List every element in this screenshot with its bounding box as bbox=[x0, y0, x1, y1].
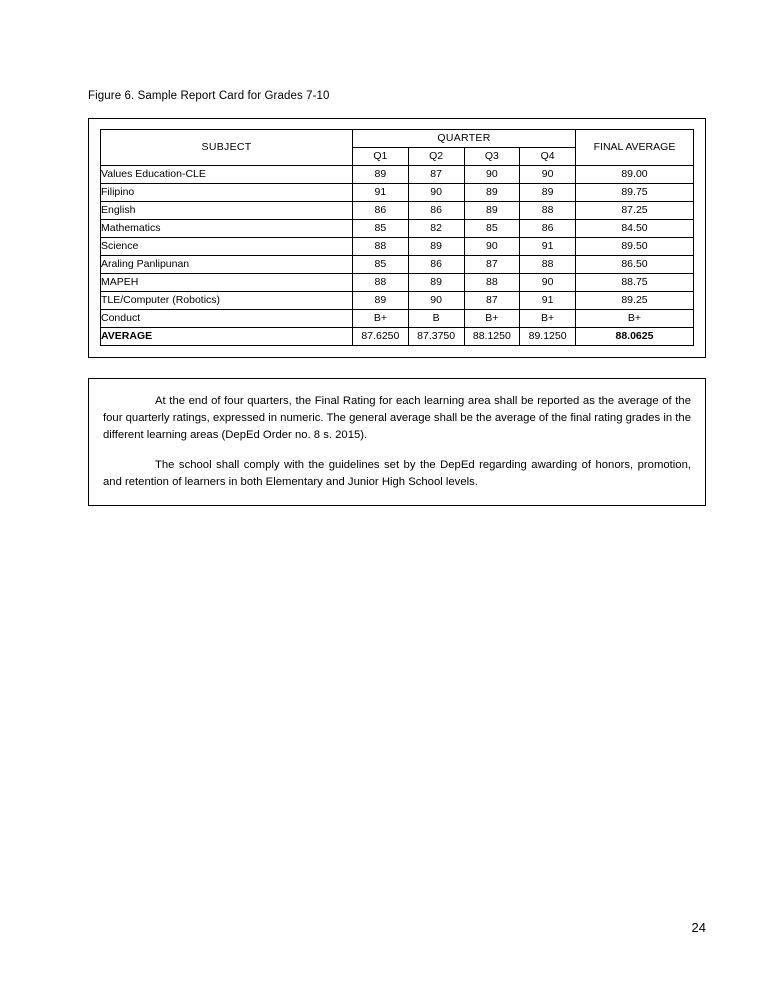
cell-q1: 85 bbox=[353, 256, 409, 274]
table-row bbox=[101, 292, 694, 310]
cell-subject: Values Education-CLE bbox=[101, 166, 353, 184]
cell-q3: 89 bbox=[464, 202, 520, 220]
figure-caption: Figure 6. Sample Report Card for Grades 7-10 bbox=[88, 90, 330, 102]
cell-subject: Mathematics bbox=[101, 220, 353, 238]
cell-q4: 91 bbox=[520, 292, 576, 310]
cell-q1: 88 bbox=[353, 274, 409, 292]
cell-q1: 88 bbox=[353, 238, 409, 256]
header-q1: Q1 bbox=[353, 148, 409, 166]
cell-final: 89.75 bbox=[575, 184, 693, 202]
note-paragraph-1 bbox=[103, 393, 691, 444]
cell-average-q3: 88.1250 bbox=[464, 328, 520, 346]
table-row bbox=[101, 220, 694, 238]
cell-final: 89.50 bbox=[575, 238, 693, 256]
cell-subject: MAPEH bbox=[101, 274, 353, 292]
cell-subject: Conduct bbox=[101, 310, 353, 328]
cell-average-q2: 87.3750 bbox=[408, 328, 464, 346]
cell-q2: 82 bbox=[408, 220, 464, 238]
page-number: 24 bbox=[691, 920, 706, 935]
note-box bbox=[88, 378, 706, 506]
table-row bbox=[101, 310, 694, 328]
cell-q2: 90 bbox=[408, 292, 464, 310]
cell-q1: 89 bbox=[353, 292, 409, 310]
cell-average-label: AVERAGE bbox=[101, 328, 353, 346]
table-row bbox=[101, 184, 694, 202]
cell-q1: 85 bbox=[353, 220, 409, 238]
cell-final: 89.00 bbox=[575, 166, 693, 184]
table-row bbox=[101, 202, 694, 220]
header-final-average: FINAL AVERAGE bbox=[575, 130, 693, 166]
cell-subject: TLE/Computer (Robotics) bbox=[101, 292, 353, 310]
cell-q4: 90 bbox=[520, 274, 576, 292]
header-q4: Q4 bbox=[520, 148, 576, 166]
cell-q4: 89 bbox=[520, 184, 576, 202]
cell-q1: 91 bbox=[353, 184, 409, 202]
cell-q2: B bbox=[408, 310, 464, 328]
table-row bbox=[101, 274, 694, 292]
cell-q1: 89 bbox=[353, 166, 409, 184]
cell-q2: 89 bbox=[408, 274, 464, 292]
cell-q2: 89 bbox=[408, 238, 464, 256]
table-header-row-1 bbox=[101, 130, 694, 148]
cell-average-q1: 87.6250 bbox=[353, 328, 409, 346]
cell-q2: 86 bbox=[408, 256, 464, 274]
cell-q3: 88 bbox=[464, 274, 520, 292]
report-card-table bbox=[100, 129, 694, 346]
cell-subject: English bbox=[101, 202, 353, 220]
cell-q3: 87 bbox=[464, 256, 520, 274]
cell-q1: 86 bbox=[353, 202, 409, 220]
note-paragraph-1-text: At the end of four quarters, the Final Rating for each learning area shall be reported as the average of the four quarterly ratings, expressed in numeric. The general average shall be the average of the final rating grades in the different learning areas (DepEd Order no. 8 s. 2015). bbox=[103, 395, 691, 441]
cell-q3: 85 bbox=[464, 220, 520, 238]
cell-q2: 87 bbox=[408, 166, 464, 184]
cell-final: 87.25 bbox=[575, 202, 693, 220]
cell-q3: B+ bbox=[464, 310, 520, 328]
cell-final: B+ bbox=[575, 310, 693, 328]
cell-q4: B+ bbox=[520, 310, 576, 328]
cell-final: 84.50 bbox=[575, 220, 693, 238]
cell-q2: 90 bbox=[408, 184, 464, 202]
header-subject: SUBJECT bbox=[101, 130, 353, 166]
cell-q4: 88 bbox=[520, 256, 576, 274]
header-q3: Q3 bbox=[464, 148, 520, 166]
cell-average-q4: 89.1250 bbox=[520, 328, 576, 346]
header-q2: Q2 bbox=[408, 148, 464, 166]
table-row bbox=[101, 256, 694, 274]
cell-q3: 90 bbox=[464, 166, 520, 184]
cell-q4: 88 bbox=[520, 202, 576, 220]
table-row bbox=[101, 238, 694, 256]
cell-q1: B+ bbox=[353, 310, 409, 328]
cell-average-final: 88.0625 bbox=[575, 328, 693, 346]
table-row bbox=[101, 166, 694, 184]
cell-final: 88.75 bbox=[575, 274, 693, 292]
cell-q3: 89 bbox=[464, 184, 520, 202]
table-header bbox=[101, 130, 694, 166]
cell-q3: 87 bbox=[464, 292, 520, 310]
report-card-table-frame bbox=[88, 118, 706, 358]
cell-subject: Science bbox=[101, 238, 353, 256]
header-quarter: QUARTER bbox=[353, 130, 576, 148]
cell-q4: 86 bbox=[520, 220, 576, 238]
cell-q4: 90 bbox=[520, 166, 576, 184]
cell-subject: Araling Panlipunan bbox=[101, 256, 353, 274]
table-average-row bbox=[101, 328, 694, 346]
cell-q4: 91 bbox=[520, 238, 576, 256]
cell-q3: 90 bbox=[464, 238, 520, 256]
cell-q2: 86 bbox=[408, 202, 464, 220]
note-paragraph-2-text: The school shall comply with the guidelines set by the DepEd regarding awarding of honors, promotion, and retention of learners in both Elementary and Junior High School levels. bbox=[103, 459, 691, 488]
cell-final: 86.50 bbox=[575, 256, 693, 274]
note-paragraph-2 bbox=[103, 457, 691, 491]
cell-final: 89.25 bbox=[575, 292, 693, 310]
table-body bbox=[101, 166, 694, 346]
cell-subject: Filipino bbox=[101, 184, 353, 202]
